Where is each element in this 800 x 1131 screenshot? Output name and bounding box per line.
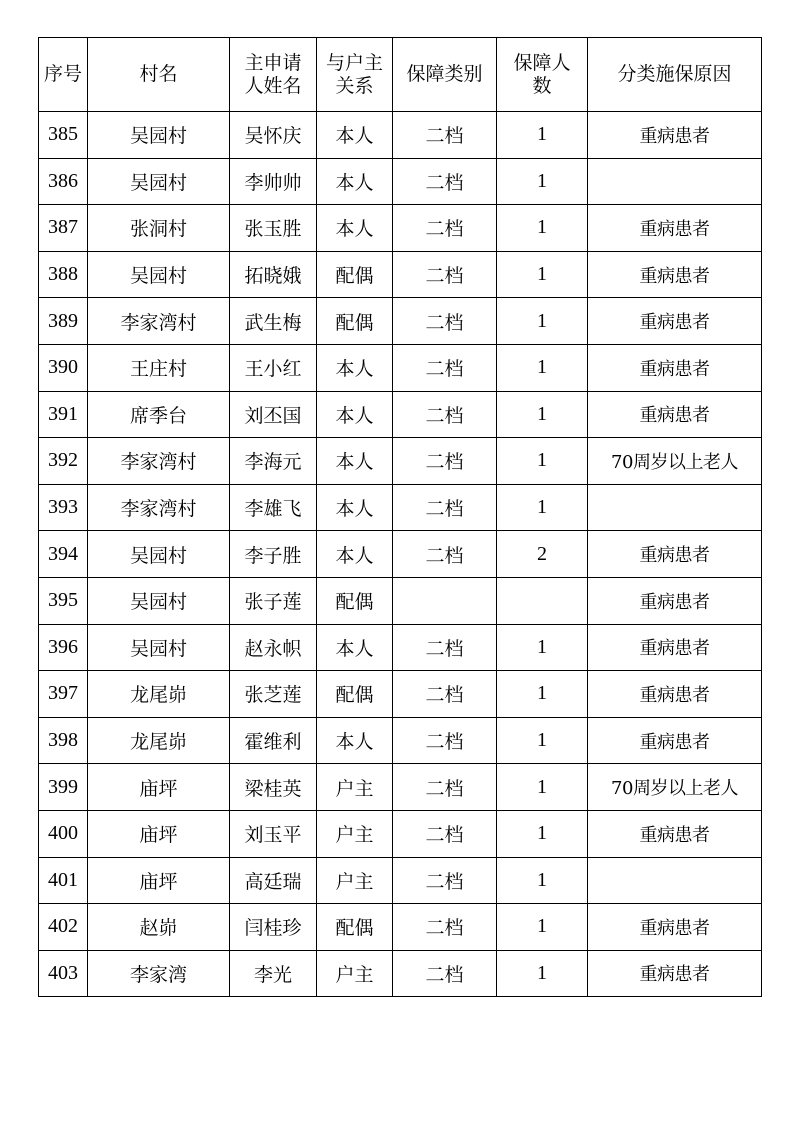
cell-reason: 重病患者 xyxy=(588,671,762,718)
cell-village: 李家湾 xyxy=(88,950,230,997)
cell-seq: 391 xyxy=(39,391,88,438)
header-reason xyxy=(588,38,762,112)
table-row xyxy=(39,717,762,764)
table-header xyxy=(39,38,762,112)
cell-category: 二档 xyxy=(393,950,497,997)
cell-name: 王小红 xyxy=(230,344,317,391)
cell-count: 1 xyxy=(497,484,588,531)
allowance-roster-table xyxy=(38,37,762,997)
cell-seq: 385 xyxy=(39,112,88,159)
cell-name: 梁桂英 xyxy=(230,764,317,811)
cell-reason: 重病患者 xyxy=(588,112,762,159)
cell-seq: 395 xyxy=(39,577,88,624)
cell-category: 二档 xyxy=(393,484,497,531)
table-row xyxy=(39,251,762,298)
cell-village: 张洞村 xyxy=(88,205,230,252)
cell-village: 吴园村 xyxy=(88,531,230,578)
cell-name: 高廷瑞 xyxy=(230,857,317,904)
header-village xyxy=(88,38,230,112)
table-row xyxy=(39,577,762,624)
cell-relation: 本人 xyxy=(317,717,393,764)
cell-seq: 389 xyxy=(39,298,88,345)
cell-seq: 396 xyxy=(39,624,88,671)
header-village-label: 村名 xyxy=(139,63,178,85)
table-row xyxy=(39,391,762,438)
table-row xyxy=(39,158,762,205)
cell-relation: 本人 xyxy=(317,158,393,205)
cell-category: 二档 xyxy=(393,205,497,252)
cell-seq: 397 xyxy=(39,671,88,718)
header-category-label: 保障类别 xyxy=(406,63,483,85)
cell-name: 武生梅 xyxy=(230,298,317,345)
cell-reason: 重病患者 xyxy=(588,205,762,252)
cell-village: 庙坪 xyxy=(88,764,230,811)
cell-category xyxy=(393,577,497,624)
cell-seq: 392 xyxy=(39,438,88,485)
table-row xyxy=(39,671,762,718)
cell-seq: 400 xyxy=(39,810,88,857)
table-row xyxy=(39,904,762,951)
cell-name: 拓晓娥 xyxy=(230,251,317,298)
cell-seq: 394 xyxy=(39,531,88,578)
table-row xyxy=(39,857,762,904)
cell-count: 1 xyxy=(497,205,588,252)
cell-count: 1 xyxy=(497,950,588,997)
cell-village: 吴园村 xyxy=(88,577,230,624)
cell-count: 1 xyxy=(497,251,588,298)
cell-category: 二档 xyxy=(393,904,497,951)
cell-reason: 重病患者 xyxy=(588,904,762,951)
cell-category: 二档 xyxy=(393,438,497,485)
header-seq-label: 序号 xyxy=(43,63,82,85)
cell-seq: 386 xyxy=(39,158,88,205)
cell-name: 李海元 xyxy=(230,438,317,485)
cell-seq: 403 xyxy=(39,950,88,997)
cell-relation: 配偶 xyxy=(317,671,393,718)
cell-relation: 本人 xyxy=(317,624,393,671)
cell-village: 庙坪 xyxy=(88,857,230,904)
cell-seq: 399 xyxy=(39,764,88,811)
header-relation xyxy=(317,38,393,112)
cell-seq: 387 xyxy=(39,205,88,252)
header-category xyxy=(393,38,497,112)
header-relation-line2: 关系 xyxy=(335,74,374,97)
cell-category: 二档 xyxy=(393,251,497,298)
cell-category: 二档 xyxy=(393,344,497,391)
cell-category: 二档 xyxy=(393,717,497,764)
cell-village: 王庄村 xyxy=(88,344,230,391)
cell-village: 李家湾村 xyxy=(88,484,230,531)
cell-reason: 重病患者 xyxy=(588,717,762,764)
cell-name: 刘玉平 xyxy=(230,810,317,857)
cell-village: 赵峁 xyxy=(88,904,230,951)
cell-reason: 重病患者 xyxy=(588,624,762,671)
cell-category: 二档 xyxy=(393,857,497,904)
cell-name: 刘丕国 xyxy=(230,391,317,438)
cell-count: 1 xyxy=(497,391,588,438)
cell-count: 1 xyxy=(497,624,588,671)
cell-name: 张子莲 xyxy=(230,577,317,624)
table-row xyxy=(39,764,762,811)
cell-village: 李家湾村 xyxy=(88,438,230,485)
cell-reason xyxy=(588,857,762,904)
table-row xyxy=(39,344,762,391)
cell-count: 1 xyxy=(497,158,588,205)
cell-count: 1 xyxy=(497,112,588,159)
cell-relation: 配偶 xyxy=(317,251,393,298)
cell-village: 席季台 xyxy=(88,391,230,438)
cell-relation: 户主 xyxy=(317,810,393,857)
cell-village: 吴园村 xyxy=(88,158,230,205)
cell-reason: 重病患者 xyxy=(588,810,762,857)
cell-village: 吴园村 xyxy=(88,624,230,671)
table-row xyxy=(39,950,762,997)
cell-village: 庙坪 xyxy=(88,810,230,857)
cell-category: 二档 xyxy=(393,671,497,718)
header-applicant-line2: 人姓名 xyxy=(244,74,302,97)
cell-relation: 配偶 xyxy=(317,577,393,624)
cell-reason: 重病患者 xyxy=(588,950,762,997)
cell-seq: 398 xyxy=(39,717,88,764)
header-applicant-line1: 主申请 xyxy=(244,51,302,74)
cell-seq: 390 xyxy=(39,344,88,391)
table-row xyxy=(39,438,762,485)
cell-count: 2 xyxy=(497,531,588,578)
cell-village: 吴园村 xyxy=(88,112,230,159)
cell-name: 闫桂珍 xyxy=(230,904,317,951)
cell-count: 1 xyxy=(497,344,588,391)
cell-reason: 70周岁以上老人 xyxy=(588,764,762,811)
cell-category: 二档 xyxy=(393,810,497,857)
cell-village: 李家湾村 xyxy=(88,298,230,345)
cell-reason: 70周岁以上老人 xyxy=(588,438,762,485)
cell-name: 李光 xyxy=(230,950,317,997)
table-row xyxy=(39,205,762,252)
cell-category: 二档 xyxy=(393,764,497,811)
cell-count: 1 xyxy=(497,764,588,811)
cell-category: 二档 xyxy=(393,531,497,578)
cell-count: 1 xyxy=(497,857,588,904)
cell-name: 李子胜 xyxy=(230,531,317,578)
header-seq xyxy=(39,38,88,112)
cell-name: 赵永帜 xyxy=(230,624,317,671)
cell-relation: 本人 xyxy=(317,344,393,391)
cell-relation: 本人 xyxy=(317,438,393,485)
cell-relation: 本人 xyxy=(317,112,393,159)
cell-seq: 388 xyxy=(39,251,88,298)
cell-count: 1 xyxy=(497,810,588,857)
cell-count: 1 xyxy=(497,671,588,718)
header-relation-line1: 与户主 xyxy=(325,51,383,74)
cell-reason: 重病患者 xyxy=(588,298,762,345)
cell-relation: 本人 xyxy=(317,484,393,531)
cell-count: 1 xyxy=(497,717,588,764)
cell-count: 1 xyxy=(497,438,588,485)
cell-category: 二档 xyxy=(393,112,497,159)
table-body xyxy=(39,112,762,997)
cell-relation: 户主 xyxy=(317,857,393,904)
cell-name: 李帅帅 xyxy=(230,158,317,205)
cell-relation: 本人 xyxy=(317,391,393,438)
cell-category: 二档 xyxy=(393,298,497,345)
table-row xyxy=(39,112,762,159)
cell-name: 霍维利 xyxy=(230,717,317,764)
cell-name: 吴怀庆 xyxy=(230,112,317,159)
table-row xyxy=(39,624,762,671)
cell-reason: 重病患者 xyxy=(588,344,762,391)
header-applicant xyxy=(230,38,317,112)
cell-count: 1 xyxy=(497,904,588,951)
cell-name: 李雄飞 xyxy=(230,484,317,531)
cell-reason: 重病患者 xyxy=(588,577,762,624)
table-row xyxy=(39,531,762,578)
cell-reason: 重病患者 xyxy=(588,391,762,438)
cell-category: 二档 xyxy=(393,391,497,438)
cell-village: 龙尾峁 xyxy=(88,717,230,764)
cell-name: 张芝莲 xyxy=(230,671,317,718)
cell-category: 二档 xyxy=(393,624,497,671)
cell-seq: 402 xyxy=(39,904,88,951)
cell-relation: 本人 xyxy=(317,205,393,252)
table-row xyxy=(39,810,762,857)
cell-village: 吴园村 xyxy=(88,251,230,298)
table-row xyxy=(39,484,762,531)
header-reason-label: 分类施保原因 xyxy=(617,63,732,85)
cell-category: 二档 xyxy=(393,158,497,205)
cell-relation: 配偶 xyxy=(317,904,393,951)
cell-reason: 重病患者 xyxy=(588,251,762,298)
cell-reason xyxy=(588,158,762,205)
cell-seq: 401 xyxy=(39,857,88,904)
header-people-count xyxy=(497,38,588,112)
cell-count xyxy=(497,577,588,624)
cell-relation: 户主 xyxy=(317,764,393,811)
header-row xyxy=(39,38,762,112)
cell-seq: 393 xyxy=(39,484,88,531)
table-row xyxy=(39,298,762,345)
cell-name: 张玉胜 xyxy=(230,205,317,252)
cell-relation: 户主 xyxy=(317,950,393,997)
cell-village: 龙尾峁 xyxy=(88,671,230,718)
cell-reason xyxy=(588,484,762,531)
header-people-line2: 数 xyxy=(532,74,552,97)
cell-reason: 重病患者 xyxy=(588,531,762,578)
cell-relation: 配偶 xyxy=(317,298,393,345)
header-people-line1: 保障人 xyxy=(513,51,571,74)
cell-relation: 本人 xyxy=(317,531,393,578)
cell-count: 1 xyxy=(497,298,588,345)
